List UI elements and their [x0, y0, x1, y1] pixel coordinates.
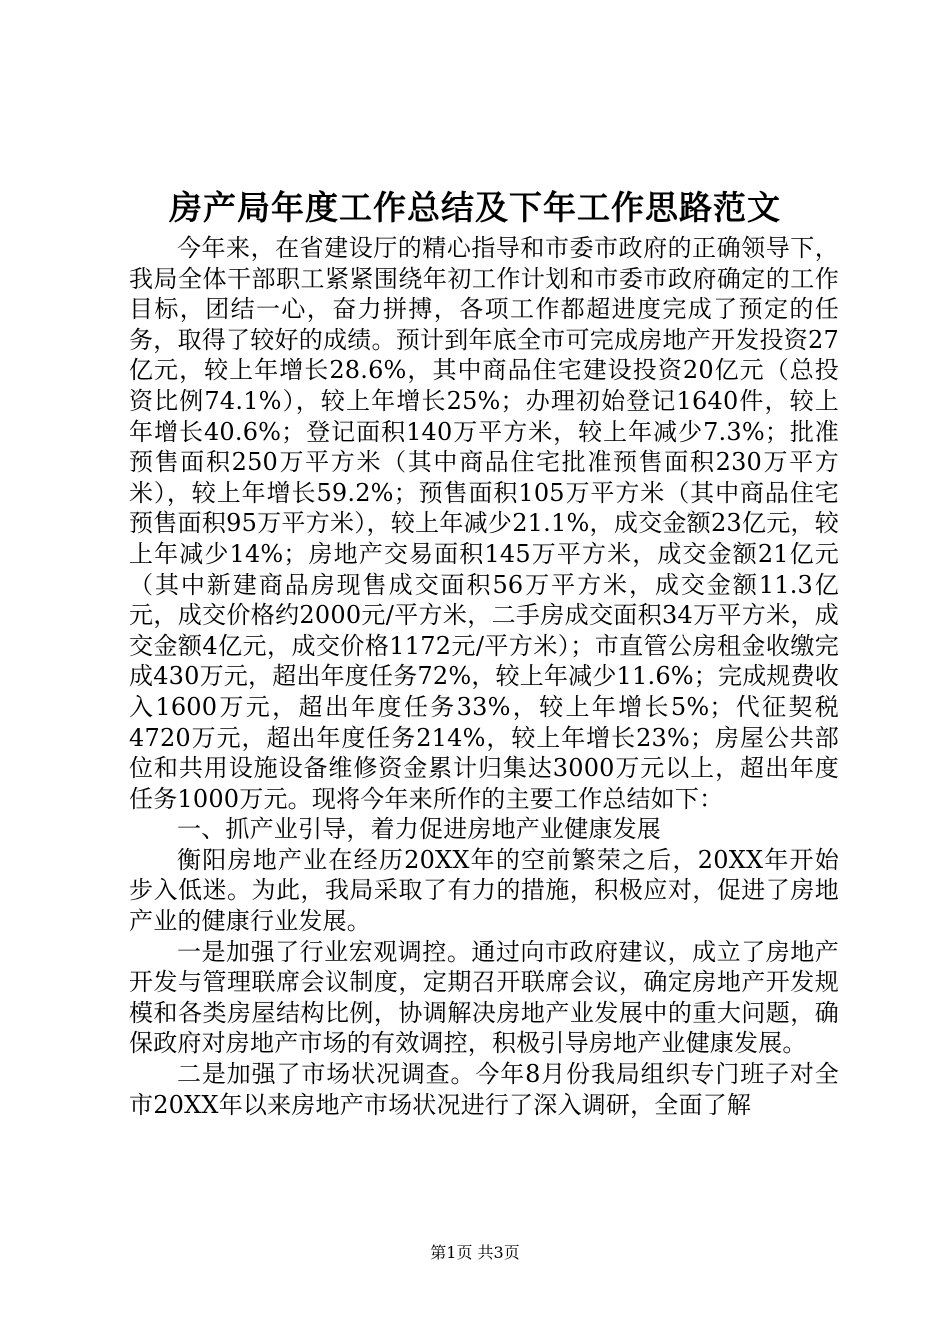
paragraph-point-one: 一是加强了行业宏观调控。通过向市政府建议，成立了房地产开发与管理联席会议制度，定期召开联席会议，确定房地产开发规模和各类房屋结构比例，协调解决房地产业发展中的重大问题，确保政府对房地产市场的有效调控，积极引导房地产业健康发展。: [129, 937, 839, 1058]
section-heading: 一、抓产业引导，着力促进房地产业健康发展: [177, 815, 661, 844]
paragraph-intro: 今年来，在省建设厅的精心指导和市委市政府的正确领导下，我局全体干部职工紧紧围绕年初工作计划和市委市政府确定的工作目标，团结一心，奋力拼搏，各项工作都超进度完成了预定的任务，取得了较好的成绩。预计到年底全市可完成房地产开发投资27亿元，较上年增长28.6%，其中商品住宅建设投资20亿元（总投资比例74.1%），较上年增长25%；办理初始登记1640件，较上年增长40.6%；登记面积140万平方米，较上年减少7.3%；批准预售面积250万平方米（其中商品住宅批准预售面积230万平方米），较上年增长59.2%；预售面积105万平方米（其中商品住宅预售面积95万平方米），较上年减少21.1%，成交金额23亿元，较上年减少14%；房地产交易面积145万平方米，成交金额21亿元（其中新建商品房现售成交面积56万平方米，成交金额11.3亿元，成交价格约2000元/平方米，二手房成交面积34万平方米，成交金额4亿元，成交价格1172元/平方米）；市直管公房租金收缴完成430万元，超出年度任务72%，较上年减少11.6%；完成规费收入1600万元，超出年度任务33%，较上年增长5%；代征契税4720万元，超出年度任务214%，较上年增长23%；房屋公共部位和共用设施设备维修资金累计归集达3000万元以上，超出年度任务1000万元。现将今年来所作的主要工作总结如下：: [129, 234, 839, 813]
document-title: 房产局年度工作总结及下年工作思路范文: [169, 188, 781, 227]
document-body: [129, 233, 839, 1120]
paragraph-point-two: 二是加强了市场状况调查。今年8月份我局组织专门班子对全市20XX年以来房地产市场状况进行了深入调研，全面了解: [129, 1060, 839, 1119]
paragraph-background: 衡阳房地产业在经历20XX年的空前繁荣之后，20XX年开始步入低迷。为此，我局采取了有力的措施，积极应对，促进了房地产业的健康行业发展。: [129, 845, 839, 936]
page-number-footer: 第1页 共3页: [430, 1243, 520, 1262]
